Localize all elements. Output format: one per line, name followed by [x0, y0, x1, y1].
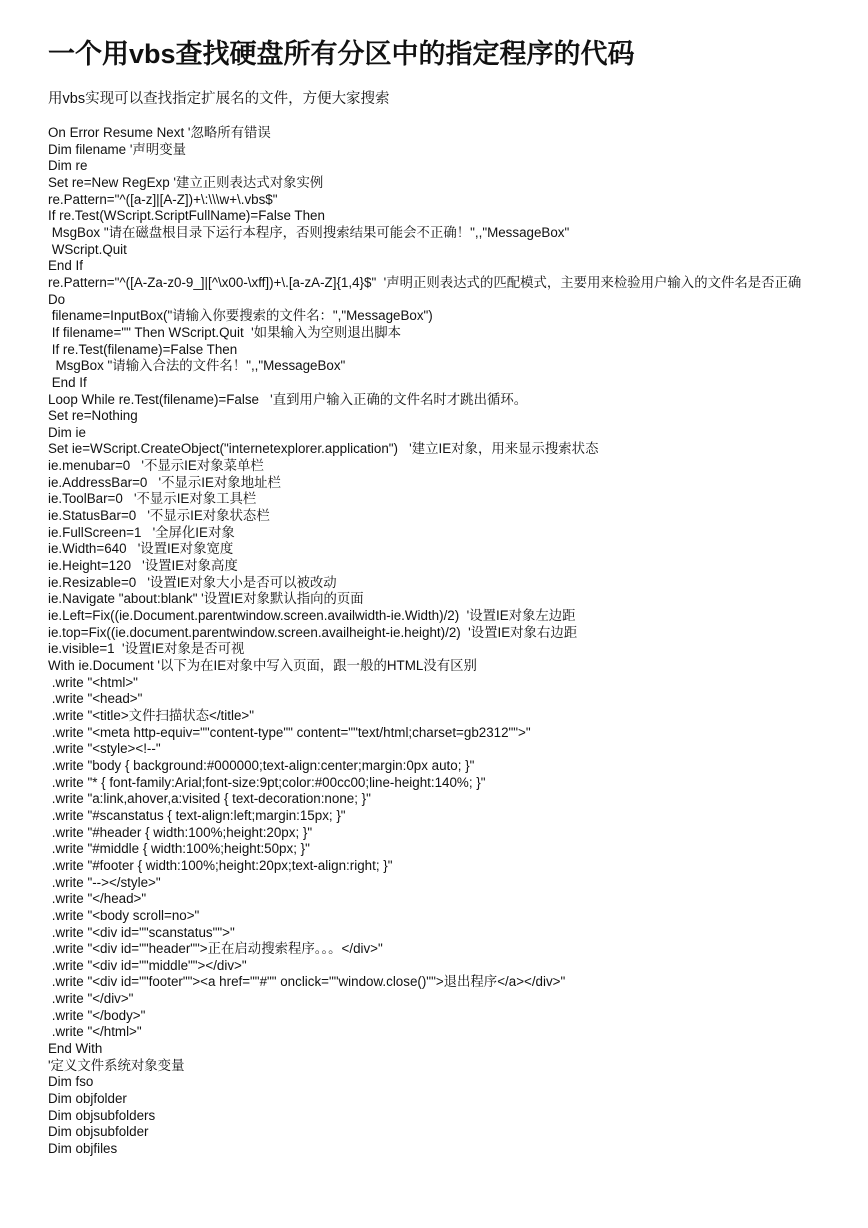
- code-line: .write "<div id=""middle""></div>": [48, 957, 247, 973]
- code-line: .write "body { background:#000000;text-align:center;margin:0px auto; }": [48, 757, 475, 773]
- code-line: Loop While re.Test(filename)=False '直到用户输入正确的文件名时才跳出循环。: [48, 391, 528, 407]
- code-line: filename=InputBox("请输入你要搜索的文件名：","MessageBox"): [48, 308, 433, 324]
- code-line: Dim objsubfolders: [48, 1107, 156, 1123]
- code-line: .write "</head>": [48, 891, 147, 907]
- code-line: End With: [48, 1041, 103, 1057]
- code-block: [48, 125, 818, 1158]
- document-page: [48, 34, 818, 1158]
- code-line: .write "<style><!--": [48, 741, 161, 757]
- code-line: .write "<div id=""header"">正在启动搜索程序。。。</div>": [48, 941, 383, 957]
- code-line: re.Pattern="^([a-z]|[A-Z])+\:\\\w+\.vbs$": [48, 191, 278, 207]
- code-line: re.Pattern="^([A-Za-z0-9_]|[^\x00-\xff])+\.[a-zA-Z]{1,4}$" '声明正则表达式的匹配模式，主要用来检验用户输入的文件名是否正确: [48, 274, 802, 290]
- code-line: .write "--></style>": [48, 874, 161, 890]
- code-line: WScript.Quit: [48, 241, 127, 257]
- code-line: Set re=Nothing: [48, 408, 138, 424]
- code-line: ie.visible=1 '设置IE对象是否可视: [48, 641, 245, 657]
- code-line: ie.Resizable=0 '设置IE对象大小是否可以被改动: [48, 574, 337, 590]
- code-line: ie.menubar=0 '不显示IE对象菜单栏: [48, 458, 264, 474]
- code-line: ie.Left=Fix((ie.Document.parentwindow.screen.availwidth-ie.Width)/2) '设置IE对象左边距: [48, 608, 576, 624]
- code-line: .write "#middle { width:100%;height:50px; }": [48, 841, 310, 857]
- code-line: Dim re: [48, 158, 88, 174]
- code-line: .write "</body>": [48, 1007, 146, 1023]
- code-line: Set ie=WScript.CreateObject("internetexplorer.application") '建立IE对象，用来显示搜索状态: [48, 441, 599, 457]
- code-line: .write "<div id=""scanstatus"">": [48, 924, 235, 940]
- code-line: Dim filename '声明变量: [48, 141, 186, 157]
- code-line: .write "#header { width:100%;height:20px; }": [48, 824, 313, 840]
- code-line: MsgBox "请在磁盘根目录下运行本程序，否则搜索结果可能会不正确！",,"MessageBox": [48, 224, 570, 240]
- code-line: Set re=New RegExp '建立正则表达式对象实例: [48, 174, 324, 190]
- code-line: .write "</div>": [48, 991, 134, 1007]
- code-line: If re.Test(filename)=False Then: [48, 341, 238, 357]
- code-line: End If: [48, 258, 83, 274]
- code-line: .write "#footer { width:100%;height:20px;text-align:right; }": [48, 857, 393, 873]
- code-line: ie.FullScreen=1 '全屏化IE对象: [48, 524, 235, 540]
- code-line: ie.AddressBar=0 '不显示IE对象地址栏: [48, 474, 281, 490]
- code-line: Dim ie: [48, 424, 86, 440]
- code-line: Dim objsubfolder: [48, 1124, 149, 1140]
- code-line: ie.Height=120 '设置IE对象高度: [48, 558, 238, 574]
- code-line: Dim fso: [48, 1074, 94, 1090]
- code-line: ie.StatusBar=0 '不显示IE对象状态栏: [48, 508, 270, 524]
- code-line: .write "<body scroll=no>": [48, 907, 200, 923]
- code-line: ie.top=Fix((ie.document.parentwindow.screen.availheight-ie.height)/2) '设置IE对象右边距: [48, 624, 578, 640]
- code-line: With ie.Document '以下为在IE对象中写入页面，跟一般的HTML没有区别: [48, 658, 477, 673]
- code-line: End If: [48, 374, 87, 390]
- code-line: .write "<title>文件扫描状态</title>": [48, 707, 254, 723]
- code-line: .write "<html>": [48, 674, 138, 690]
- code-line: .write "<meta http-equiv=""content-type"" content=""text/html;charset=gb2312"">": [48, 724, 531, 740]
- code-line: ie.Width=640 '设置IE对象宽度: [48, 541, 234, 557]
- code-line: On Error Resume Next '忽略所有错误: [48, 125, 271, 140]
- article-subtitle: 用vbs实现可以查找指定扩展名的文件，方便大家搜索: [48, 91, 390, 107]
- code-line: .write "a:link,ahover,a:visited { text-decoration:none; }": [48, 791, 371, 807]
- article-title: 一个用vbs查找硬盘所有分区中的指定程序的代码: [48, 39, 635, 69]
- code-line: Dim objfolder: [48, 1091, 127, 1107]
- code-line: Do: [48, 291, 66, 307]
- code-line: If re.Test(WScript.ScriptFullName)=False Then: [48, 208, 325, 224]
- code-line: .write "* { font-family:Arial;font-size:9pt;color:#00cc00;line-height:140%; }": [48, 774, 486, 790]
- code-line: Dim objfiles: [48, 1141, 118, 1157]
- code-line: ie.ToolBar=0 '不显示IE对象工具栏: [48, 491, 257, 507]
- code-line: ie.Navigate "about:blank" '设置IE对象默认指向的页面: [48, 591, 364, 607]
- code-line: .write "</html>": [48, 1024, 142, 1040]
- code-line: '定义文件系统对象变量: [48, 1057, 185, 1073]
- code-line: .write "#scanstatus { text-align:left;margin:15px; }": [48, 807, 346, 823]
- code-line: If filename="" Then WScript.Quit '如果输入为空则退出脚本: [48, 324, 401, 340]
- code-line: .write "<head>": [48, 691, 143, 707]
- code-line: MsgBox "请输入合法的文件名！",,"MessageBox": [48, 358, 346, 374]
- code-line: .write "<div id=""footer""><a href=""#"" onclick=""window.close()"">退出程序</a></div>": [48, 974, 566, 990]
